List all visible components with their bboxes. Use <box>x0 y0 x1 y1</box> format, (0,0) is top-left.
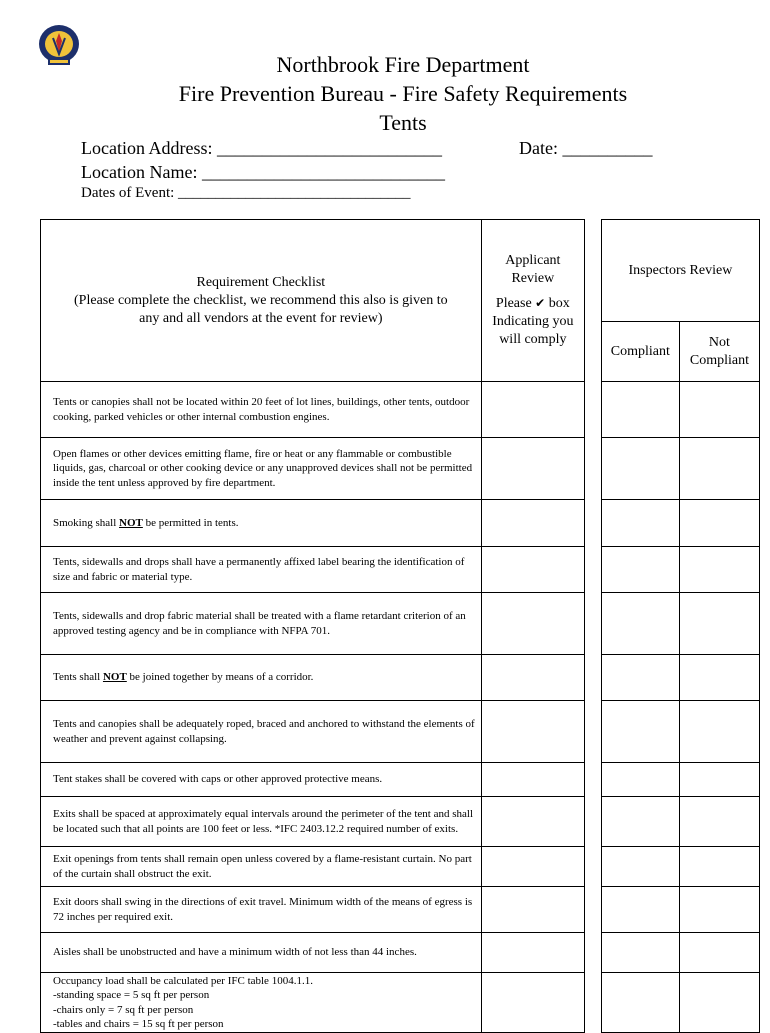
applicant-review-header: Applicant Review Please ✔ box Indicating you will comply <box>481 220 584 382</box>
applicant-checkbox[interactable] <box>481 933 584 973</box>
not-compliant-checkbox[interactable] <box>679 655 759 701</box>
department-name: Northbrook Fire Department <box>276 52 530 77</box>
not-compliant-checkbox[interactable] <box>679 763 759 797</box>
compliant-checkbox[interactable] <box>601 763 679 797</box>
column-spacer <box>584 500 601 547</box>
requirement-text: Exit openings from tents shall remain open unless covered by a flame-resistant curtain. No part of the curtain shall obstruct the exit. <box>41 847 482 887</box>
compliant-checkbox[interactable] <box>601 797 679 847</box>
table-header-row <box>41 220 760 322</box>
compliant-checkbox[interactable] <box>601 593 679 655</box>
table-row <box>41 701 760 763</box>
subject-title: Tents <box>379 110 427 135</box>
bureau-title: Fire Prevention Bureau - Fire Safety Requirements <box>178 81 628 106</box>
table-row <box>41 797 760 847</box>
requirement-text: Tent stakes shall be covered with caps or other approved protective means. <box>41 763 482 797</box>
document-title <box>0 50 770 137</box>
requirement-text: Smoking shall NOT be permitted in tents. <box>41 500 482 547</box>
not-compliant-checkbox[interactable] <box>679 887 759 933</box>
applicant-checkbox[interactable] <box>481 593 584 655</box>
compliant-checkbox[interactable] <box>601 655 679 701</box>
applicant-checkbox[interactable] <box>481 701 584 763</box>
checkmark-icon: ✔ <box>535 296 546 310</box>
table-row <box>41 887 760 933</box>
not-compliant-checkbox[interactable] <box>679 933 759 973</box>
column-spacer <box>584 547 601 593</box>
requirement-text: Tents and canopies shall be adequately roped, braced and anchored to withstand the elements of weather and prevent against collapsing. <box>41 701 482 763</box>
column-spacer <box>584 593 601 655</box>
compliant-checkbox[interactable] <box>601 933 679 973</box>
compliant-checkbox[interactable] <box>601 847 679 887</box>
requirement-checklist-header: Requirement Checklist (Please complete the checklist, we recommend this also is given to any and all vendors at the event for review) <box>41 220 482 382</box>
not-compliant-checkbox[interactable] <box>679 500 759 547</box>
column-spacer <box>584 887 601 933</box>
requirement-text: Exits shall be spaced at approximately equal intervals around the perimeter of the tent and shall be located such that all points are 100 feet or less. *IFC 2403.12.2 required number of exits. <box>41 797 482 847</box>
column-spacer <box>584 797 601 847</box>
not-compliant-checkbox[interactable] <box>679 382 759 438</box>
compliant-checkbox[interactable] <box>601 382 679 438</box>
date-field[interactable]: Date: __________ <box>519 138 653 158</box>
compliant-checkbox[interactable] <box>601 887 679 933</box>
requirement-text: Tents, sidewalls and drop fabric material shall be treated with a flame retardant criterion of an approved testing agency and be in compliance with NFPA 701. <box>41 593 482 655</box>
table-row <box>41 847 760 887</box>
table-row <box>41 933 760 973</box>
column-spacer <box>584 655 601 701</box>
requirement-text: Aisles shall be unobstructed and have a minimum width of not less than 44 inches. <box>41 933 482 973</box>
requirement-text: Exit doors shall swing in the directions of exit travel. Minimum width of the means of egress is 72 inches per required exit. <box>41 887 482 933</box>
requirement-text: Tents, sidewalls and drops shall have a permanently affixed label bearing the identification of size and fabric or material type. <box>41 547 482 593</box>
column-spacer <box>584 382 601 438</box>
column-spacer <box>584 438 601 500</box>
not-compliant-checkbox[interactable] <box>679 438 759 500</box>
applicant-checkbox[interactable] <box>481 887 584 933</box>
not-compliant-checkbox[interactable] <box>679 547 759 593</box>
not-compliant-checkbox[interactable] <box>679 701 759 763</box>
compliant-checkbox[interactable] <box>601 547 679 593</box>
column-spacer <box>584 763 601 797</box>
compliant-checkbox[interactable] <box>601 701 679 763</box>
requirements-checklist-table <box>40 219 760 1033</box>
table-row <box>41 763 760 797</box>
applicant-checkbox[interactable] <box>481 847 584 887</box>
requirement-text: Tents or canopies shall not be located within 20 feet of lot lines, buildings, other tents, outdoor cooking, parked vehicles or other internal combustion engines. <box>41 382 482 438</box>
table-row <box>41 655 760 701</box>
applicant-checkbox[interactable] <box>481 763 584 797</box>
location-name-field[interactable]: Location Name: ___________________________ <box>81 162 445 182</box>
table-row <box>41 500 760 547</box>
table-row <box>41 382 760 438</box>
table-row <box>41 547 760 593</box>
compliant-checkbox[interactable] <box>601 500 679 547</box>
requirement-text: Open flames or other devices emitting flame, fire or heat or any flammable or combustible liquids, gas, charcoal or other cooking device or any unapproved devices shall not be permitted inside the tent unless approved by fire department. <box>41 438 482 500</box>
column-spacer <box>584 701 601 763</box>
dates-of-event-field[interactable]: Dates of Event: _______________________________ <box>81 185 411 201</box>
inspectors-review-header: Inspectors Review <box>601 220 759 322</box>
compliant-header: Compliant <box>601 322 679 382</box>
applicant-checkbox[interactable] <box>481 547 584 593</box>
not-compliant-checkbox[interactable] <box>679 847 759 887</box>
requirement-text: Tents shall NOT be joined together by means of a corridor. <box>41 655 482 701</box>
applicant-checkbox[interactable] <box>481 382 584 438</box>
applicant-checkbox[interactable] <box>481 655 584 701</box>
not-compliant-header: Not Compliant <box>679 322 759 382</box>
not-compliant-checkbox[interactable] <box>679 593 759 655</box>
column-spacer <box>584 847 601 887</box>
requirement-text: Occupancy load shall be calculated per IFC table 1004.1.1. -standing space = 5 sq ft per person -chairs only = 7 sq ft per person -tables and chairs = 15 sq ft per person <box>41 973 482 1033</box>
location-address-field[interactable]: Location Address: _________________________ <box>81 138 442 158</box>
applicant-checkbox[interactable] <box>481 438 584 500</box>
not-compliant-checkbox[interactable] <box>679 797 759 847</box>
applicant-checkbox[interactable] <box>481 797 584 847</box>
applicant-checkbox[interactable] <box>481 500 584 547</box>
table-row <box>41 593 760 655</box>
table-row <box>41 438 760 500</box>
column-spacer <box>584 220 601 382</box>
column-spacer <box>584 933 601 973</box>
compliant-checkbox[interactable] <box>601 438 679 500</box>
